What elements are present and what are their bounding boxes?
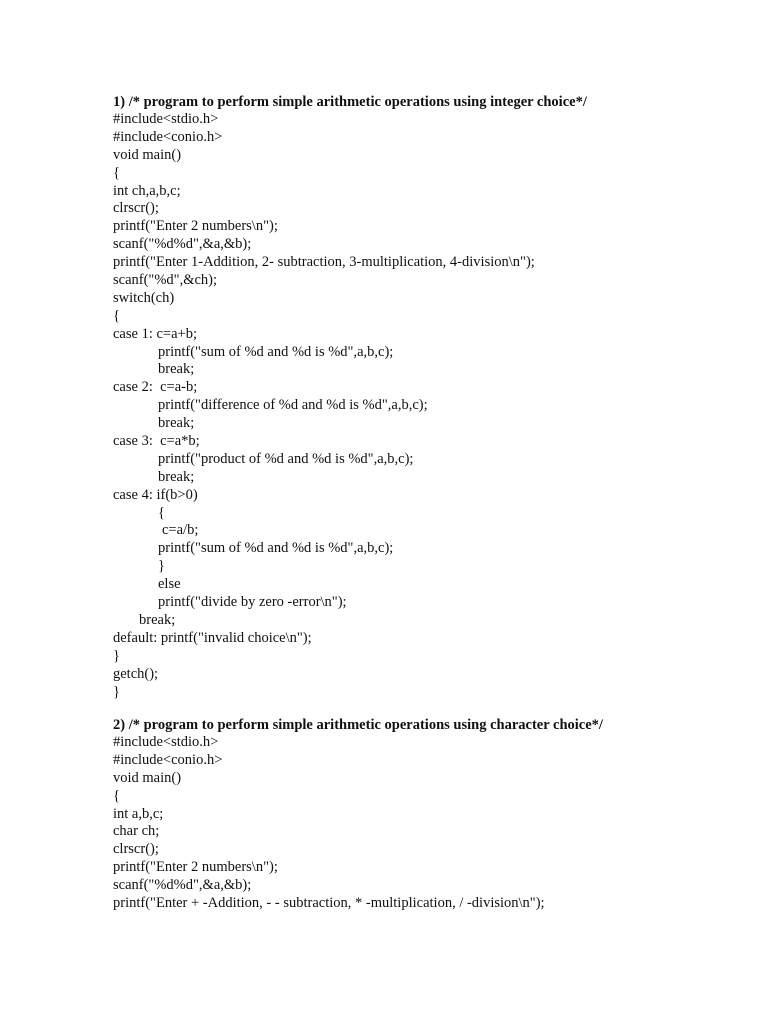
code-line: else — [158, 576, 181, 593]
section-heading: 2) /* program to perform simple arithmetic operations using character choice*/ — [113, 717, 603, 733]
code-line: #include<conio.h> — [113, 751, 223, 768]
code-line: scanf("%d%d",&a,&b); — [113, 236, 252, 253]
code-line: } — [113, 647, 120, 664]
code-line: scanf("%d%d",&a,&b); — [113, 877, 252, 894]
code-line: case 1: c=a+b; — [113, 325, 197, 342]
code-line: #include<stdio.h> — [113, 734, 219, 750]
code-line: #include<conio.h> — [113, 128, 223, 145]
code-line: printf("product of %d and %d is %d",a,b,c); — [158, 450, 414, 467]
code-line: { — [158, 504, 165, 521]
code-line: scanf("%d",&ch); — [113, 272, 218, 289]
code-line: case 3: c=a*b; — [113, 433, 200, 450]
code-line: printf("divide by zero -error\n"); — [158, 594, 347, 611]
code-line: int a,b,c; — [113, 805, 164, 822]
code-line: void main() — [113, 146, 182, 163]
code-line: printf("sum of %d and %d is %d",a,b,c); — [158, 540, 394, 557]
code-line: default: printf("invalid choice\n"); — [113, 629, 312, 646]
code-line: printf("Enter 2 numbers\n"); — [113, 859, 278, 876]
program-section-1 — [113, 93, 728, 701]
code-line: int ch,a,b,c; — [113, 182, 181, 199]
code-line: break; — [158, 415, 195, 432]
program-section-2 — [113, 716, 728, 913]
code-line: char ch; — [113, 823, 160, 840]
code-line: { — [113, 164, 120, 181]
code-line: getch(); — [113, 665, 159, 682]
code-line: printf("Enter + -Addition, - - subtraction, * -multiplication, / -division\n"); — [113, 895, 545, 912]
code-line: } — [113, 683, 120, 700]
code-line: break; — [158, 361, 195, 378]
code-line: case 2: c=a-b; — [113, 379, 198, 396]
code-line: clrscr(); — [113, 200, 159, 217]
code-line: case 4: if(b>0) — [113, 486, 198, 503]
code-line: } — [158, 558, 165, 575]
code-line: printf("difference of %d and %d is %d",a,b,c); — [158, 397, 428, 414]
code-line: { — [113, 787, 120, 804]
code-line: { — [113, 307, 120, 324]
code-line: c=a/b; — [162, 522, 199, 539]
code-line: void main() — [113, 769, 182, 786]
section-heading: 1) /* program to perform simple arithmetic operations using integer choice*/ — [113, 94, 587, 110]
code-line: break; — [139, 611, 176, 628]
code-line: switch(ch) — [113, 289, 175, 306]
code-line: clrscr(); — [113, 841, 159, 858]
code-line: printf("sum of %d and %d is %d",a,b,c); — [158, 343, 394, 360]
code-line: break; — [158, 468, 195, 485]
code-line: printf("Enter 2 numbers\n"); — [113, 218, 278, 235]
code-line: printf("Enter 1-Addition, 2- subtraction, 3-multiplication, 4-division\n"); — [113, 254, 535, 271]
code-line: #include<stdio.h> — [113, 111, 219, 127]
